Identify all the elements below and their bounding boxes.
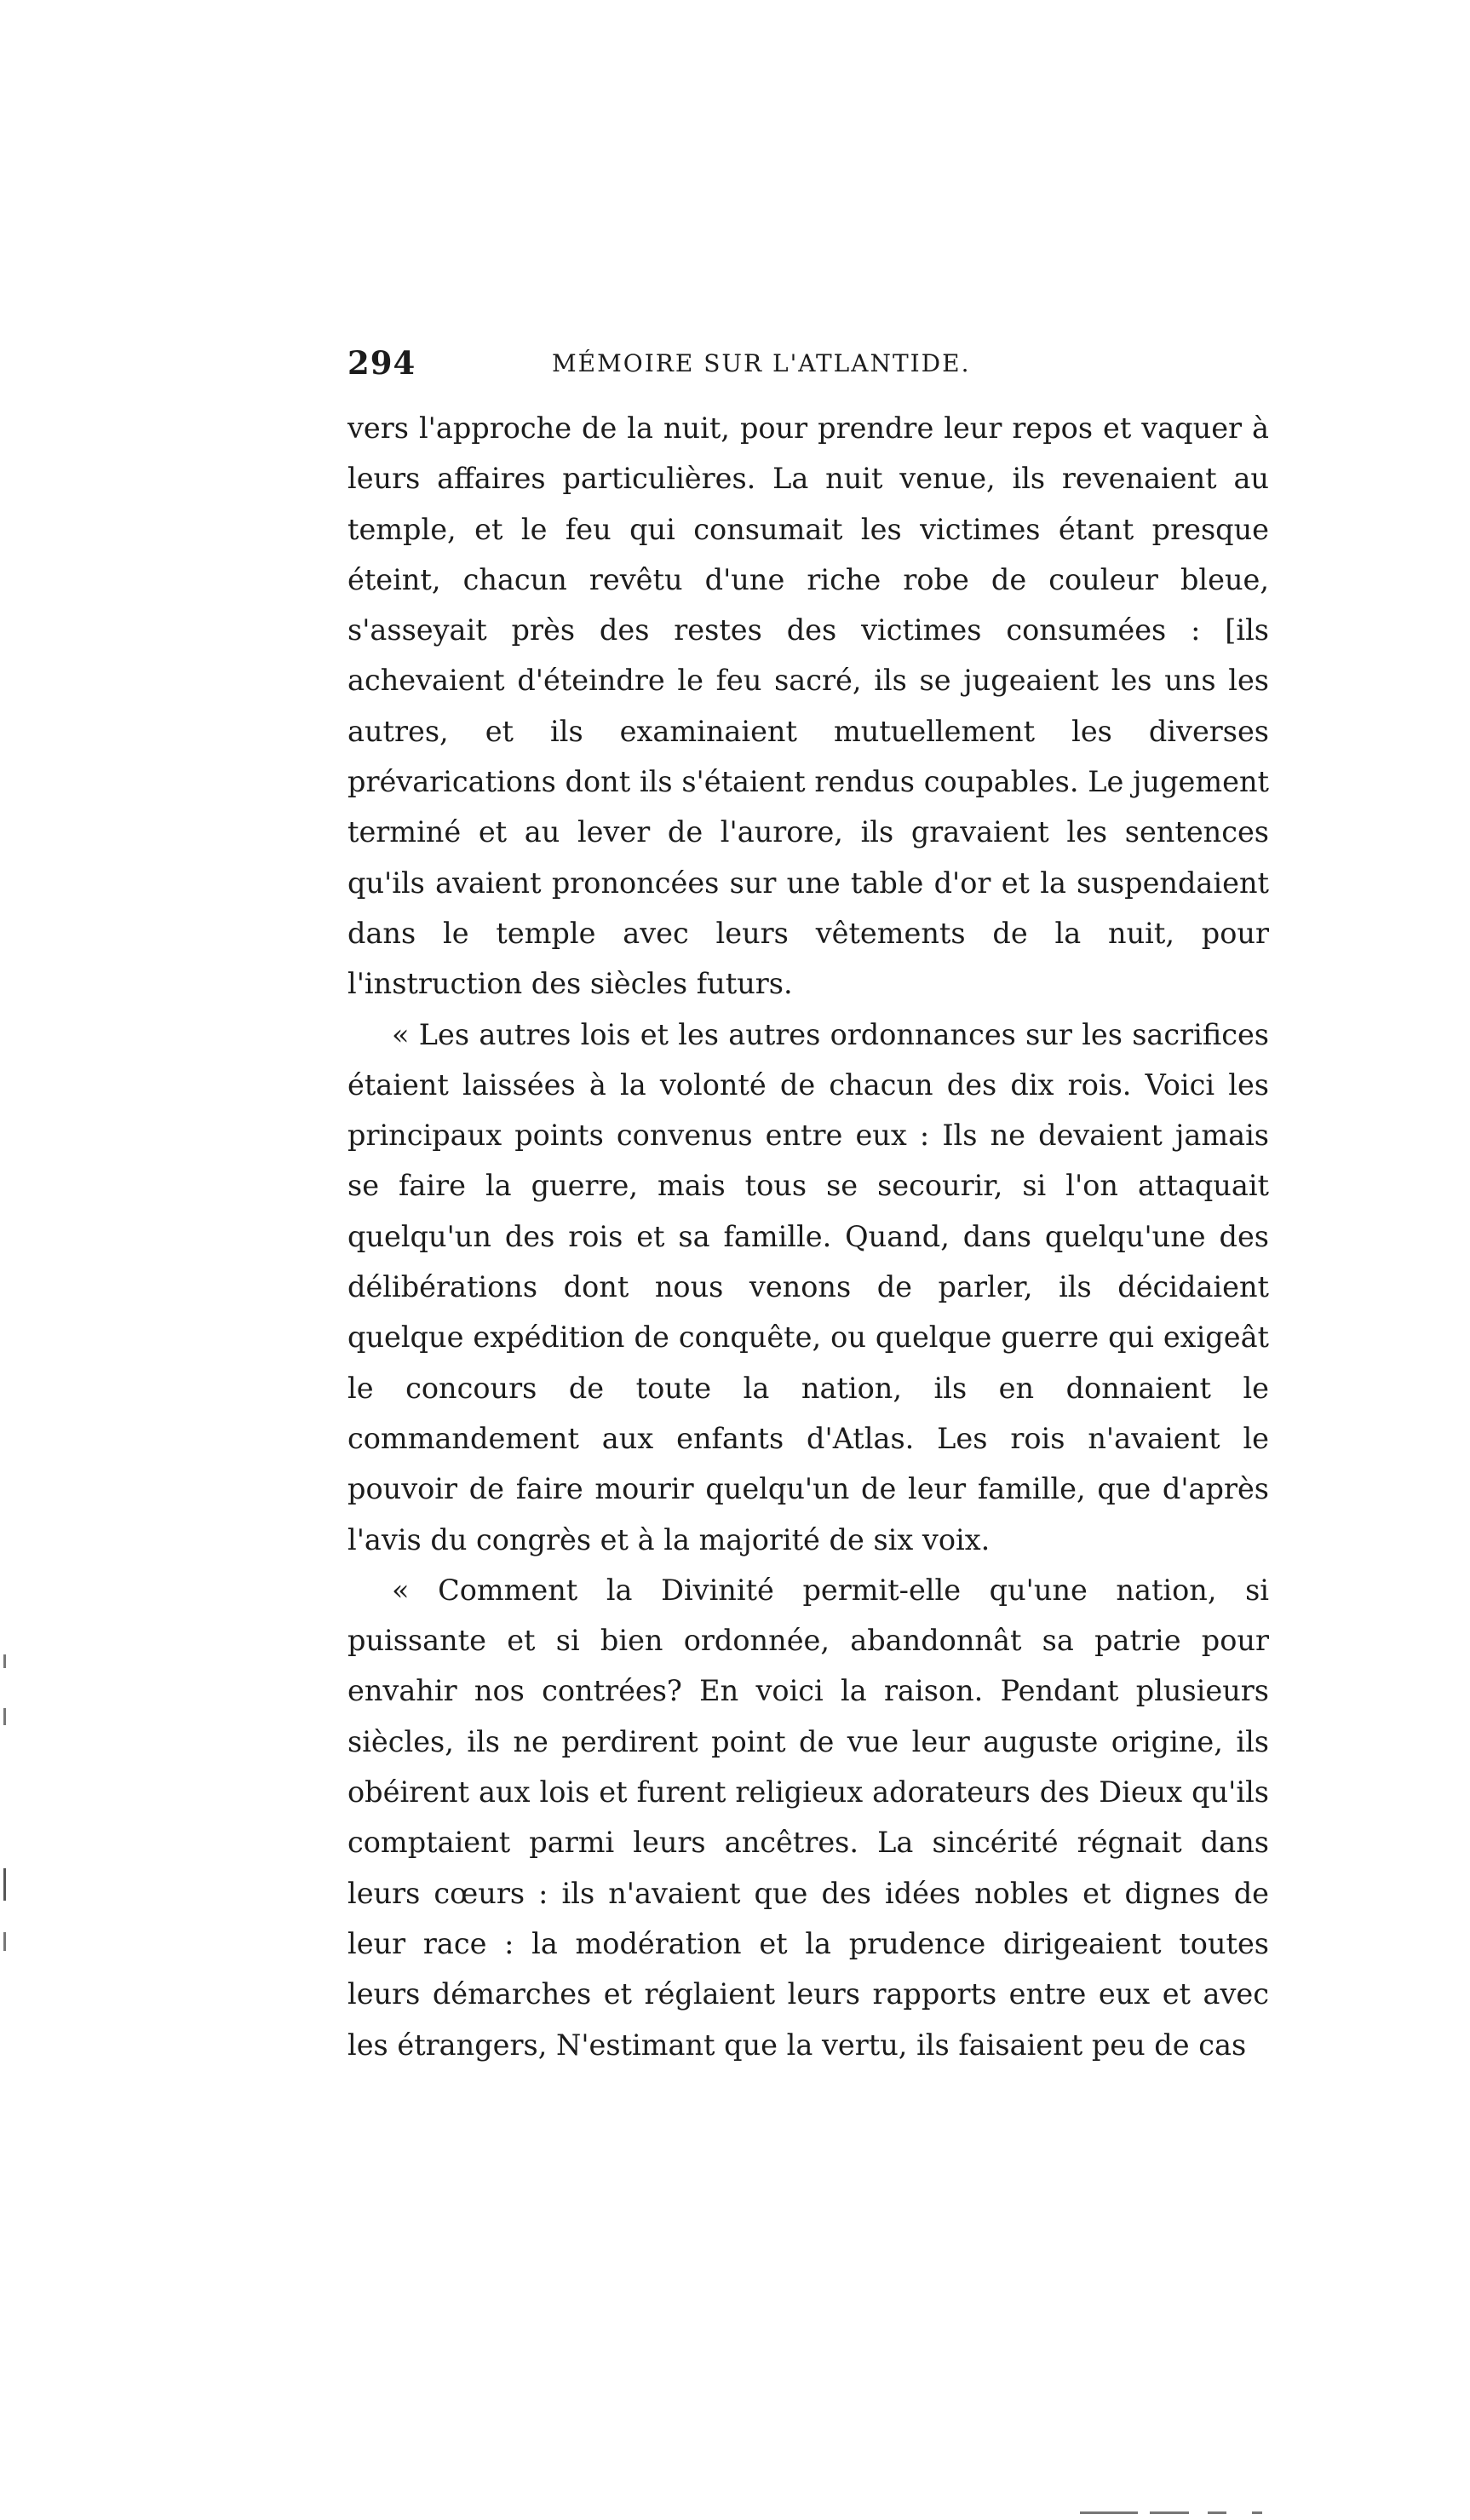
scan-margin-mark: [3, 1868, 6, 1901]
scan-footer-mark: [1150, 2511, 1189, 2514]
scan-margin-mark: [3, 1654, 6, 1668]
paragraph: vers l'approche de la nuit, pour prendre leur repos et vaquer à leurs affaires particulières. La nuit venue, ils revenaient au temple, et le feu qui consumait les victimes étant presque éteint, chacun revêtu d'une riche robe de couleur bleue, s'asseyait près des restes des victimes consumées : [ils achevaient d'éteindre le feu sacré, ils se jugeaient les uns les autres, et ils examinaient mutuellement les diverses prévarications dont ils s'étaient rendus coupables. Le jugement terminé et au lever de l'aurore, ils gravaient les sentences qu'ils avaient prononcées sur une table d'or et la suspendaient dans le temple avec leurs vêtements de la nuit, pour l'instruction des siècles futurs.: [347, 411, 1269, 1001]
scan-margin-mark: [3, 1932, 6, 1951]
paragraph: « Les autres lois et les autres ordonnances sur les sacrifices étaient laissées à la volonté de chacun des dix rois. Voici les principaux points convenus entre eux : Ils ne devaient jamais se faire la guerre, mais tous se secourir, si l'on attaquait quelqu'un des rois et sa famille. Quand, dans quelqu'une des délibérations dont nous venons de parler, ils décidaient quelque expédition de conquête, ou quelque guerre qui exigeât le concours de toute la nation, ils en donnaient le commandement aux enfants d'Atlas. Les rois n'avaient le pouvoir de faire mourir quelqu'un de leur famille, que d'après l'avis du congrès et à la majorité de six voix.: [347, 1017, 1269, 1556]
scan-footer-mark: [1080, 2511, 1138, 2514]
scan-margin-mark: [3, 1708, 6, 1725]
body-text: [347, 403, 1269, 2070]
running-title: MÉMOIRE SUR L'ATLANTIDE.: [552, 349, 971, 377]
page-number: 294: [347, 344, 416, 382]
paragraph: « Comment la Divinité permit-elle qu'une nation, si puissante et si bien ordonnée, abandonnât sa patrie pour envahir nos contrées? En voici la raison. Pendant plusieurs siècles, ils ne perdirent point de vue leur auguste origine, ils obéirent aux lois et furent religieux adorateurs des Dieux qu'ils comptaient parmi leurs ancêtres. La sincérité régnait dans leurs cœurs : ils n'avaient que des idées nobles et dignes de leur race : la modération et la prudence dirigeaient toutes leurs démarches et réglaient leurs rapports entre eux et avec les étrangers, N'estimant que la vertu, ils faisaient peu de cas: [347, 1573, 1269, 2062]
running-head: [347, 344, 1276, 395]
scan-footer-mark: [1208, 2511, 1226, 2514]
scan-footer-mark: [1252, 2511, 1262, 2514]
